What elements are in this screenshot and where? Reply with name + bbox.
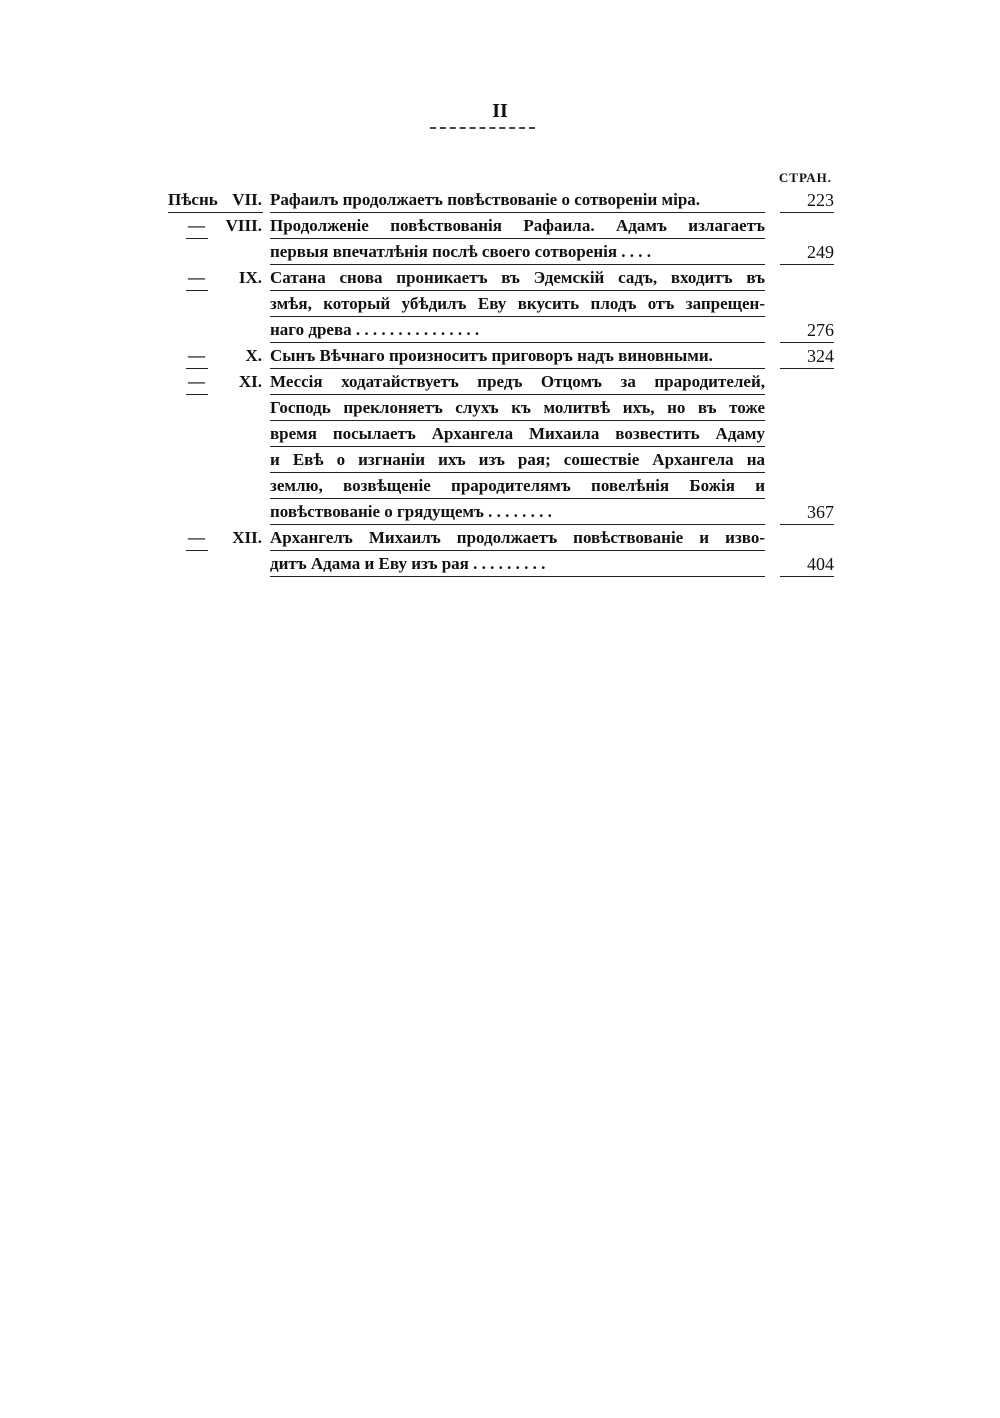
page-number-underline: [780, 212, 834, 213]
entry-text: первыя впечатлѣнія послѣ своего сотворенія . . . .: [270, 240, 765, 265]
entry-page-number: 324: [807, 346, 834, 366]
table-of-contents: [0, 188, 1000, 578]
toc-line: [0, 240, 1000, 266]
toc-line: [0, 396, 1000, 422]
entry-text: Сатана снова проникаетъ въ Эдемскій садъ, входитъ въ: [270, 266, 765, 291]
entry-dash: —: [188, 346, 205, 365]
toc-line: [0, 474, 1000, 500]
entry-text: Сынъ Вѣчнаго произноситъ приговоръ надъ виновными.: [270, 344, 765, 369]
entry-text: повѣствованіе о грядущемъ . . . . . . . .: [270, 500, 765, 525]
toc-line: [0, 344, 1000, 370]
entry-head-underline: [186, 394, 208, 395]
toc-line: [0, 526, 1000, 552]
entry-page-number: 223: [807, 190, 834, 210]
entry-prefix: Пѣснь: [168, 190, 218, 209]
entry-text: время посылаетъ Архангела Михаила возвестить Адаму: [270, 422, 765, 447]
toc-line: [0, 214, 1000, 240]
toc-entry: [0, 344, 1000, 370]
entry-text: Продолженіе повѣствованія Рафаила. Адамъ излагаетъ: [270, 214, 765, 239]
entry-text: наго древа . . . . . . . . . . . . . . .: [270, 318, 765, 343]
toc-entry: [0, 266, 1000, 344]
entry-dash: —: [188, 216, 205, 235]
page-number-underline: [780, 264, 834, 265]
page-number-underline: [780, 576, 834, 577]
entry-numeral: IX.: [238, 268, 262, 287]
entry-numeral: VII.: [232, 190, 262, 209]
toc-line: [0, 266, 1000, 292]
entry-page-number: 276: [807, 320, 834, 340]
entry-head-underline: [186, 368, 208, 369]
entry-numeral: XI.: [238, 372, 262, 391]
toc-line: [0, 500, 1000, 526]
entry-text: Господь преклоняетъ слухъ къ молитвѣ ихъ, но въ тоже: [270, 396, 765, 421]
page-number-underline: [780, 368, 834, 369]
toc-line: [0, 188, 1000, 214]
toc-entry: [0, 526, 1000, 578]
entry-text: змѣя, который убѣдилъ Еву вкусить плодъ отъ запрещен-: [270, 292, 765, 317]
entry-head-underline: [186, 290, 208, 291]
entry-numeral: XII.: [232, 528, 262, 547]
page-number-underline: [780, 524, 834, 525]
page-number-underline: [780, 342, 834, 343]
entry-text: Мессія ходатайствуетъ предъ Отцомъ за прародителей,: [270, 370, 765, 395]
toc-line: [0, 422, 1000, 448]
page-number-rule: [430, 127, 535, 129]
entry-numeral: X.: [245, 346, 262, 365]
entry-head-underline: [186, 550, 208, 551]
entry-dash: —: [188, 528, 205, 547]
entry-page-number: 249: [807, 242, 834, 262]
toc-entry: [0, 214, 1000, 266]
entry-head-underline: [186, 238, 208, 239]
toc-line: [0, 318, 1000, 344]
entry-text: землю, возвѣщеніе прародителямъ повелѣнія Божія и: [270, 474, 765, 499]
page-column-header: СТРАН.: [778, 170, 832, 185]
entry-numeral: VIII.: [225, 216, 262, 235]
entry-page-number: 404: [807, 554, 834, 574]
entry-dash: —: [188, 268, 205, 287]
entry-text: Рафаилъ продолжаетъ повѣствованіе о сотвореніи міра.: [270, 188, 765, 213]
toc-entry: [0, 370, 1000, 526]
page-number: II: [492, 100, 508, 122]
toc-line: [0, 370, 1000, 396]
entry-head-underline: [168, 212, 263, 213]
toc-line: [0, 292, 1000, 318]
toc-line: [0, 552, 1000, 578]
entry-text: дитъ Адама и Еву изъ рая . . . . . . . . .: [270, 552, 765, 577]
entry-dash: —: [188, 372, 205, 391]
entry-page-number: 367: [807, 502, 834, 522]
entry-text: Архангелъ Михаилъ продолжаетъ повѣствованіе и изво-: [270, 526, 765, 551]
toc-entry: [0, 188, 1000, 214]
toc-line: [0, 448, 1000, 474]
entry-text: и Евѣ о изгнаніи ихъ изъ рая; сошествіе Архангела на: [270, 448, 765, 473]
